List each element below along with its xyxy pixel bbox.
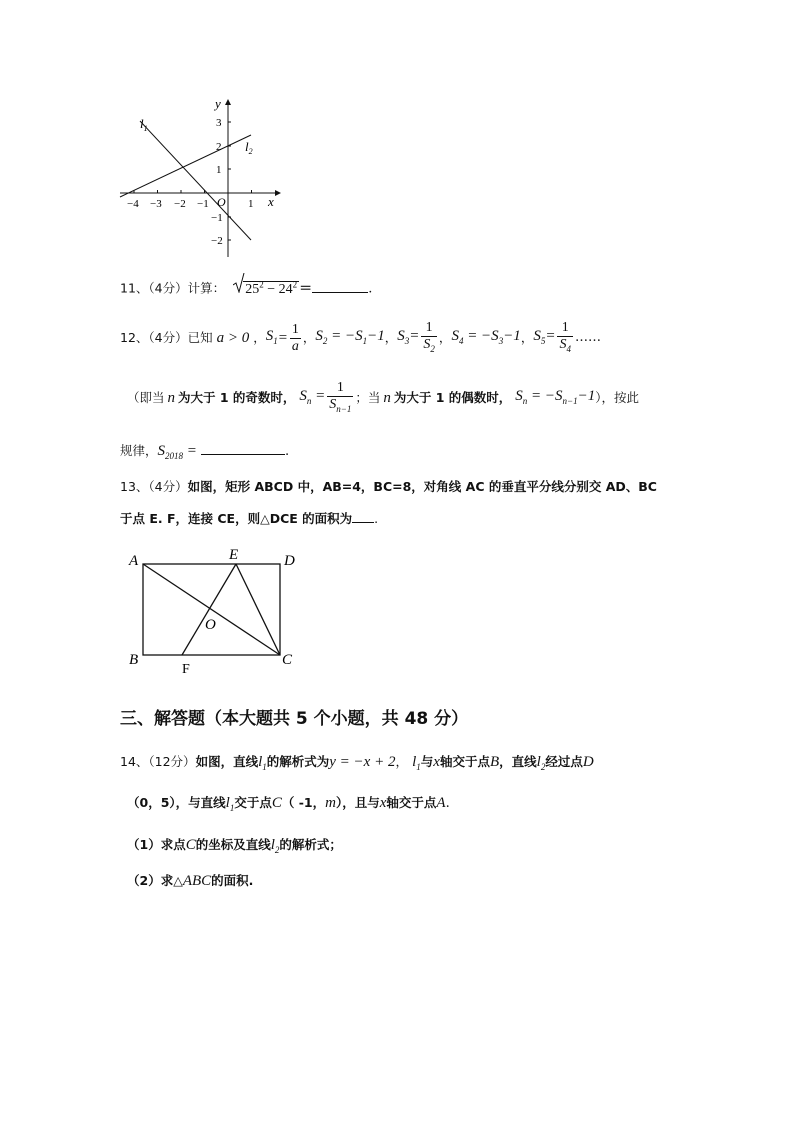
l1-label: $l_1$: [140, 116, 148, 133]
y-axis-label: y: [215, 96, 221, 111]
equation: y = −x + 2: [329, 754, 396, 770]
segment-ef: [182, 564, 236, 655]
answer-blank[interactable]: [352, 508, 374, 523]
radical-sign-icon: [233, 273, 245, 293]
y-tick-label: 3: [216, 117, 222, 129]
x-tick-label: −3: [150, 198, 162, 210]
s4-term: $S_4 = -S_3-1$: [451, 327, 521, 346]
label-c: C: [282, 652, 293, 668]
line-l2: [120, 135, 251, 197]
section-title: 三、解答题（本大题共 5 个小题，共 48 分）: [120, 709, 469, 729]
s5-term: $S_5=$: [533, 327, 556, 346]
diagonal-ac: [143, 564, 280, 655]
question-13-line-1: 13、（4分）如图，矩形 ABCD 中，AB=4，BC=8，对角线 AC 的垂直平分线分别交 AD、BC: [120, 479, 657, 494]
label-a: A: [129, 553, 139, 569]
y-axis-arrow: [225, 99, 231, 105]
question-number: 13、（4分）: [120, 479, 188, 494]
question-12-line-3: 规律，$S_{2018}$ = .: [120, 440, 289, 465]
label-f: F: [182, 662, 190, 677]
y-tick-label: −1: [211, 212, 223, 224]
answer-blank[interactable]: [312, 278, 368, 293]
radicand-a: 25: [245, 281, 260, 297]
question-11: 11、（4分）计算： $25^2 - 24^2$ ＝ .: [120, 275, 372, 299]
condition: a > 0: [216, 330, 250, 346]
question-14-line-2: （0，5），与直线$l_1$交于点C（ -1，m），且与x轴交于点A.: [127, 795, 450, 813]
label-o: O: [205, 617, 216, 633]
segment-ce: [236, 564, 280, 655]
y-tick-label: 2: [216, 141, 222, 153]
fraction-1-over-a: $\frac{1}{a}$: [291, 321, 299, 354]
answer-blank[interactable]: [201, 440, 285, 455]
question-prompt: 计算：: [187, 280, 226, 296]
x-axis-label: x: [268, 194, 274, 209]
fraction-1-over-s4: $\frac{1}{S_4}$: [557, 320, 573, 357]
minus-sign: −: [267, 281, 276, 297]
question-number: 11、（4分）: [120, 280, 188, 296]
x-axis-arrow: [275, 190, 281, 196]
question-12-line-2: （即当 n 为大于 1 的奇数时， $S_n$ = $\frac{1}{S_{n-1}}$ ；当 n 为大于 1 的偶数时， $S_n = -S_{n-1}-1$ ），按此: [127, 378, 639, 418]
s2018-term: $S_{2018}$ =: [157, 443, 197, 461]
coordinate-graph: [110, 95, 290, 260]
fraction-1-over-s2: $\frac{1}{S_2}$: [421, 320, 437, 357]
origin-label: O: [217, 195, 226, 209]
label-d: D: [284, 553, 295, 569]
question-12-line-1: 12、（4分） 已知 a > 0 ， $S_1$ = $\frac{1}{a}$ ， $S_2 = -S_1-1$ ， $S_3=$ $\frac{1}{S_2}$ ， $S_4 = -S_3-1$ ， $S_5=$ $\frac{1}{S_4}$ ……: [120, 318, 601, 358]
equals-sign: ＝: [299, 281, 313, 297]
label-e: E: [229, 547, 239, 563]
radicand-b: 24: [278, 281, 293, 297]
s1-term: $S_1$: [265, 327, 278, 346]
x-tick-label: −2: [174, 198, 186, 210]
x-tick-label: −4: [127, 198, 139, 210]
x-tick-label: −1: [197, 198, 209, 210]
sn-odd-term: $S_n$ =: [299, 387, 326, 406]
question-number: 14、（12分）: [120, 754, 196, 769]
rectangle-figure: [122, 542, 307, 677]
question-14-line-1: 14、（12分）如图，直线$l_1$的解析式为y = −x + 2， $l_1$与x轴交于点B，直线$l_2$经过点D: [120, 754, 594, 772]
fraction-1-over-sn-1: $\frac{1}{S_{n-1}}$: [327, 380, 353, 417]
question-14-part-2: （2）求△ABC的面积.: [127, 873, 254, 889]
l2-label: $l_2$: [245, 139, 253, 156]
x-tick-label: 1: [248, 198, 254, 210]
question-13-line-2: 于点 E. F，连接 CE，则△DCE 的面积为 .: [120, 508, 378, 528]
label-b: B: [129, 652, 139, 668]
question-14-part-1: （1）求点C的坐标及直线$l_2$的解析式；: [127, 837, 342, 855]
s2-term: $S_2 = -S_1-1$: [315, 327, 385, 346]
y-tick-label: −2: [211, 235, 223, 247]
y-tick-label: 1: [216, 164, 222, 176]
line-l1: [140, 121, 251, 240]
sqrt-expression: $25^2 - 24^2$: [233, 275, 299, 299]
s3-term: $S_3=$: [397, 327, 420, 346]
sn-even-term: $S_n = -S_{n-1}-1$: [515, 387, 596, 406]
question-number: 12、（4分）: [120, 330, 188, 345]
